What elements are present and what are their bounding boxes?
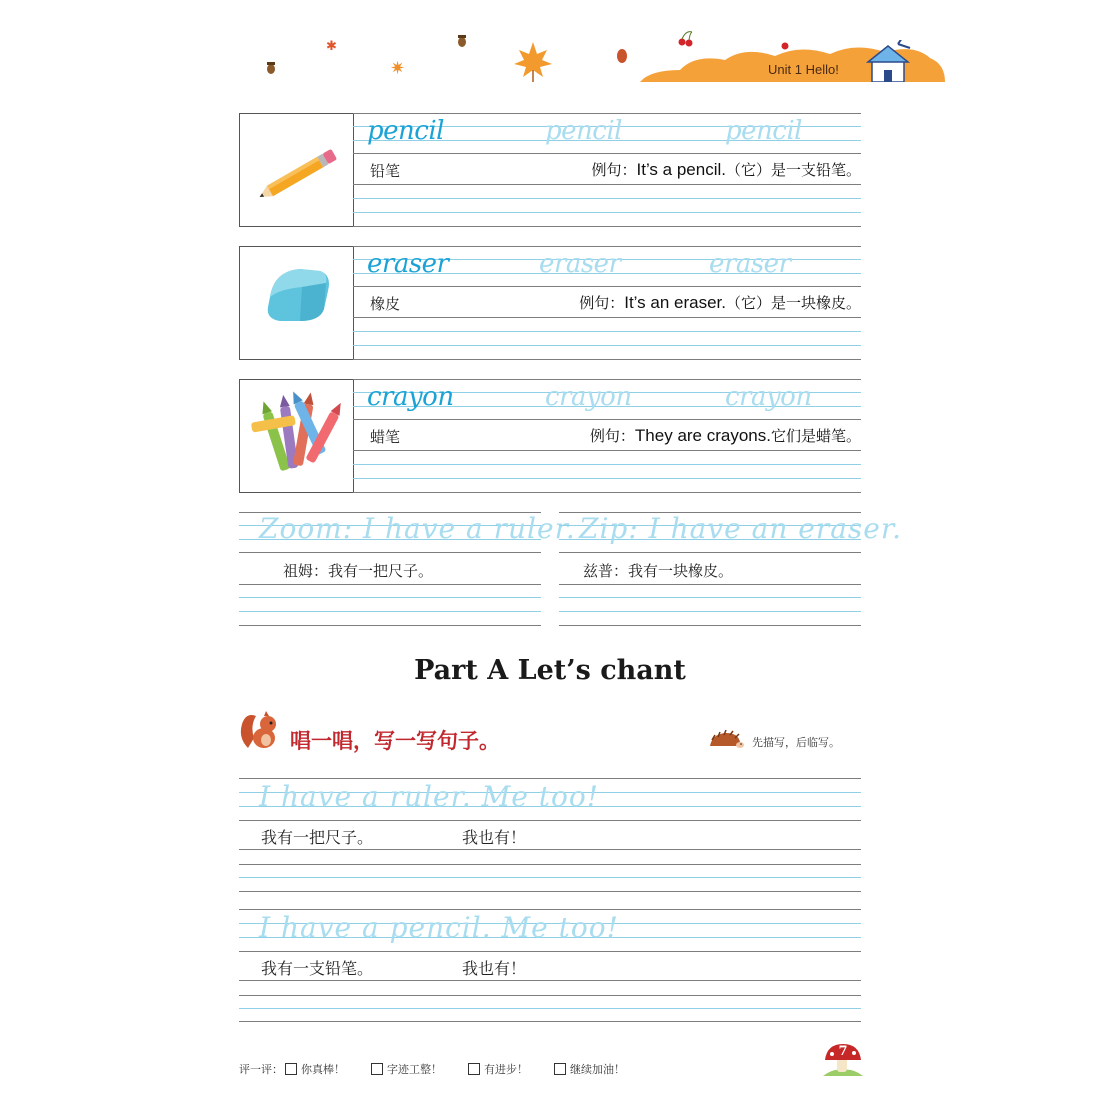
dialogue-zip bbox=[559, 512, 903, 626]
word-meaning: 橡皮 bbox=[370, 295, 401, 313]
squirrel-icon bbox=[238, 708, 284, 754]
part-title: Part A Let’s chant bbox=[414, 655, 686, 686]
checkbox-icon[interactable] bbox=[554, 1063, 566, 1075]
example-en: It’s a pencil. bbox=[636, 160, 726, 179]
page-number: 7 bbox=[838, 1044, 848, 1059]
word-trace: crayon bbox=[725, 382, 812, 412]
checkbox-icon[interactable] bbox=[285, 1063, 297, 1075]
example-sentence bbox=[579, 292, 861, 313]
example-label: 例句： bbox=[589, 427, 635, 445]
word-trace: crayon bbox=[545, 382, 632, 412]
rating-label: 评一评： bbox=[239, 1063, 283, 1076]
dialogue-trace: Zoom: I have a ruler. bbox=[259, 512, 576, 545]
example-sentence bbox=[590, 425, 861, 446]
hedgehog-icon bbox=[706, 730, 746, 750]
dialogue-translation: 兹普：我有一块橡皮。 bbox=[583, 562, 734, 580]
crayons-icon bbox=[240, 380, 353, 492]
dialogue-trace: Zip: I have an eraser. bbox=[579, 512, 903, 545]
chant-line-1 bbox=[239, 778, 861, 892]
self-rating bbox=[239, 1061, 625, 1077]
example-label: 例句： bbox=[579, 294, 625, 312]
task-title: 唱一唱，写一写句子。 bbox=[290, 728, 500, 753]
rating-option[interactable]: 字迹工整！ bbox=[371, 1061, 442, 1077]
vocab-row-pencil bbox=[239, 113, 861, 227]
word-meaning: 铅笔 bbox=[370, 162, 401, 180]
chant-line-2 bbox=[239, 909, 861, 1023]
task-hint: 先描写，后临写。 bbox=[752, 736, 840, 749]
word-ink: eraser bbox=[367, 249, 449, 279]
rating-option[interactable]: 你真棒！ bbox=[285, 1061, 345, 1077]
word-trace: eraser bbox=[709, 249, 791, 279]
crayons-picture bbox=[239, 379, 354, 493]
rating-option[interactable]: 继续加油！ bbox=[554, 1061, 625, 1077]
chant-trace: I have a pencil. Me too! bbox=[259, 911, 619, 944]
eraser-picture bbox=[239, 246, 354, 360]
checkbox-icon[interactable] bbox=[371, 1063, 383, 1075]
word-trace: pencil bbox=[545, 116, 622, 146]
word-ink: pencil bbox=[367, 116, 444, 146]
word-meaning: 蜡笔 bbox=[370, 428, 401, 446]
handwriting-lines bbox=[353, 246, 861, 360]
handwriting-lines bbox=[353, 379, 861, 493]
checkbox-icon[interactable] bbox=[468, 1063, 480, 1075]
example-en: It’s an eraser. bbox=[624, 293, 726, 312]
example-cn: 它们是蜡笔。 bbox=[770, 427, 861, 445]
rating-option[interactable]: 有进步！ bbox=[468, 1061, 528, 1077]
page-number-mushroom bbox=[823, 1040, 863, 1076]
chant-translation: 我有一支铅笔。 bbox=[261, 959, 374, 978]
vocab-row-crayon bbox=[239, 379, 861, 493]
example-en: They are crayons. bbox=[634, 426, 771, 445]
eraser-icon bbox=[240, 247, 353, 359]
pencil-icon bbox=[240, 114, 353, 226]
svg-text:✷: ✷ bbox=[390, 58, 406, 79]
example-label: 例句： bbox=[591, 161, 637, 179]
dialogue-translation: 祖姆：我有一把尺子。 bbox=[283, 562, 434, 580]
chant-trace: I have a ruler. Me too! bbox=[259, 780, 599, 813]
example-sentence bbox=[592, 159, 862, 180]
word-ink: crayon bbox=[367, 382, 454, 412]
word-trace: eraser bbox=[539, 249, 621, 279]
vocab-row-eraser bbox=[239, 246, 861, 360]
chant-translation: 我也有！ bbox=[462, 959, 527, 978]
unit-title: Unit 1 Hello! bbox=[768, 62, 839, 77]
example-cn: （它）是一支铅笔。 bbox=[725, 161, 861, 179]
example-cn: （它）是一块橡皮。 bbox=[725, 294, 861, 312]
chant-translation: 我有一把尺子。 bbox=[261, 828, 374, 847]
chant-translation: 我也有！ bbox=[462, 828, 527, 847]
pencil-picture bbox=[239, 113, 354, 227]
handwriting-lines bbox=[353, 113, 861, 227]
dialogue-zoom bbox=[239, 512, 576, 626]
word-trace: pencil bbox=[725, 116, 802, 146]
svg-text:✱: ✱ bbox=[326, 39, 337, 54]
